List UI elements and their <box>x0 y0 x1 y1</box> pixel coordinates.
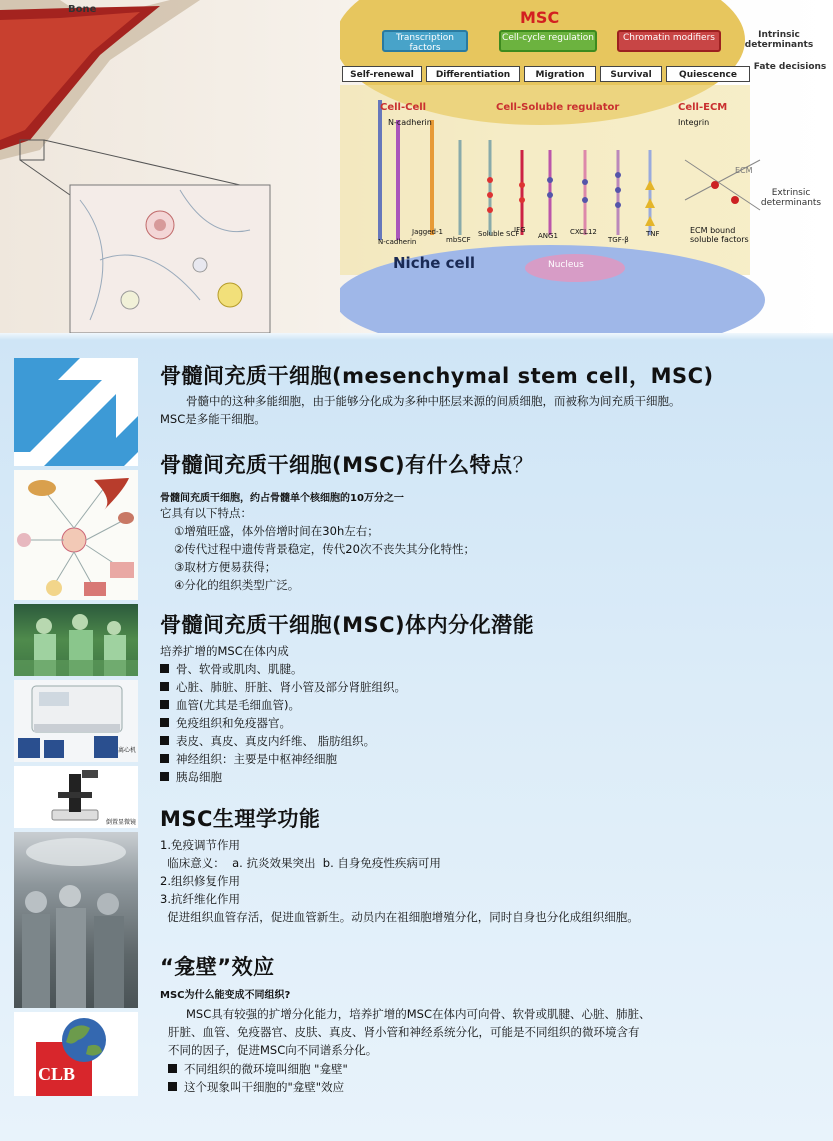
msc-title: MSC <box>520 8 560 27</box>
differentiation-item-text: 骨、软骨或肌肉、肌腱。 <box>176 662 303 676</box>
globe-icon <box>14 1012 138 1096</box>
bullet-square-icon <box>160 682 169 691</box>
feature-item-1: ①增殖旺盛，体外倍增时间在30h左右； <box>174 524 379 538</box>
bullet-square-icon <box>160 664 169 673</box>
differentiation-item-3 <box>160 697 300 713</box>
function-line-5: 促进组织血管存活，促进血管新生。动员内在祖细胞增殖分化，同时自身也分化成组织细胞。 <box>160 910 639 924</box>
bullet-square-icon <box>160 700 169 709</box>
differentiation-item-6 <box>160 751 337 767</box>
intrinsic-box-3: Chromatin modifiers <box>617 30 721 52</box>
bullet-square-icon <box>160 718 169 727</box>
feature-item-2: ②传代过程中遗传背景稳定，传代20次不丧失其分化特性； <box>174 542 475 556</box>
microscope-photo <box>14 766 138 828</box>
bottom-label-9: TNF <box>646 230 660 238</box>
bullet-square-icon <box>168 1064 177 1073</box>
fate-self-renewal: Self-renewal <box>342 66 422 82</box>
section-5-para-1: MSC具有较强的扩增分化能力，培养扩增的MSC在体内可向骨、软骨或肌腱、心脏、肺脏、 <box>186 1007 651 1021</box>
cell-differentiation-diagram <box>14 470 138 600</box>
bottom-label-5: IFG <box>514 226 526 234</box>
cell-ecm-label: Cell-ECM <box>678 102 728 113</box>
section-5-para-3: 不同的因子，促进MSC向不同谱系分化。 <box>168 1043 378 1057</box>
section-2-question-mark: ？ <box>512 453 535 477</box>
intrinsic-box-2: Cell-cycle regulation <box>499 30 597 52</box>
function-line-1: 1.免疫调节作用 <box>160 838 240 852</box>
bottom-label-1: N-cadherin <box>378 238 417 246</box>
section-5-title: “龛壁”效应 <box>160 955 275 979</box>
function-line-3: 2.组织修复作用 <box>160 874 240 888</box>
fate-label: Fate decisions <box>753 62 827 72</box>
surgeons-illustration <box>14 604 138 676</box>
differentiation-item-2 <box>160 679 406 695</box>
section-2-lead: 骨髓间充质干细胞，约占骨髓单个核细胞的10万分之一 <box>160 493 404 504</box>
medical-team-illustration <box>14 832 138 1008</box>
fate-quiescence: Quiescence <box>666 66 750 82</box>
feature-item-4: ④分化的组织类型广泛。 <box>174 578 300 592</box>
bottom-label-3: mbSCF <box>446 236 471 244</box>
niche-bullet-text: 这个现象叫干细胞的"龛壁"效应 <box>184 1080 345 1094</box>
niche-bullet-2 <box>168 1079 344 1095</box>
section-1-paragraph: 骨髓中的这种多能细胞，由于能够分化成为多种中胚层来源的间质细胞，而被称为间充质干细胞。 <box>186 394 681 408</box>
bone-label: Bone <box>68 4 97 15</box>
section-5-question: MSC为什么能变成不同组织? <box>160 990 291 1001</box>
lab-team-photo <box>14 832 138 1008</box>
centrifuge-photo <box>14 680 138 762</box>
microscope-caption: 倒置显微镜 <box>105 819 136 826</box>
niche-bullet-text: 不同组织的微环境叫细胞 "龛壁" <box>184 1062 348 1076</box>
cell-differentiation-image <box>14 470 138 600</box>
surgery-photo <box>14 604 138 676</box>
differentiation-item-text: 心脏、肺脏、肝脏、肾小管及部分肾脏组织。 <box>176 680 406 694</box>
cell-soluble-label: Cell-Soluble regulator <box>496 102 620 113</box>
feature-item-3: ③取材方便易获得； <box>174 560 277 574</box>
differentiation-item-text: 表皮、真皮、真皮内纤维、 脂肪组织。 <box>176 734 376 748</box>
nucleus-label: Nucleus <box>548 260 584 270</box>
section-1-paragraph-2: MSC是多能干细胞。 <box>160 412 266 426</box>
differentiation-item-5 <box>160 733 375 749</box>
differentiation-item-4 <box>160 715 291 731</box>
bullet-square-icon <box>160 754 169 763</box>
diagonal-arrow-icon <box>14 358 138 466</box>
centrifuge-caption: 离心机 <box>117 747 136 754</box>
bullet-square-icon <box>168 1082 177 1091</box>
function-line-2: 临床意义： a. 抗炎效果突出 b. 自身免疫性疾病可用 <box>160 856 441 870</box>
ecm-label: ECM <box>735 166 753 175</box>
bullet-square-icon <box>160 772 169 781</box>
section-2-title <box>160 449 534 479</box>
bottom-label-2: Jagged-1 <box>412 228 443 236</box>
bottom-label-6: ANG1 <box>538 232 558 240</box>
differentiation-item-1 <box>160 661 303 677</box>
ncadherin-top-label: N-cadherin <box>388 118 432 127</box>
intrinsic-label: Intrinsic determinants <box>744 30 814 50</box>
extrinsic-label: Extrinsic determinants <box>760 188 822 208</box>
clb-logo-text: CLB <box>38 1064 76 1084</box>
fate-migration: Migration <box>524 66 596 82</box>
clb-logo-block <box>14 1012 138 1096</box>
niche-bullet-1 <box>168 1061 348 1077</box>
section-3-lead: 培养扩增的MSC在体内成 <box>160 644 289 658</box>
function-line-4: 3.抗纤维化作用 <box>160 892 240 906</box>
section-5-para-2: 肝脏、血管、免疫器官、皮肤、真皮、肾小管和神经系统分化，可能是不同组织的微环境含有 <box>168 1025 640 1039</box>
integrin-label: Integrin <box>678 118 710 127</box>
fate-differentiation: Differentiation <box>426 66 520 82</box>
cell-cell-label: Cell-Cell <box>380 102 427 113</box>
arrow-logo-block <box>14 358 138 466</box>
section-2-sub: 它具有以下特点： <box>160 506 252 520</box>
section-3-title: 骨髓间充质干细胞(MSC)体内分化潜能 <box>160 613 535 637</box>
section-2-title-text: 骨髓间充质干细胞(MSC)有什么特点 <box>160 453 513 477</box>
ecm-bound-label: ECM bound soluble factors <box>690 226 749 244</box>
intrinsic-box-1: Transcription factors <box>382 30 468 52</box>
bullet-square-icon <box>160 736 169 745</box>
differentiation-item-text: 神经组织：主要是中枢神经细胞 <box>176 752 337 766</box>
section-4-title: MSC生理学功能 <box>160 807 321 831</box>
differentiation-item-text: 胰岛细胞 <box>176 770 222 784</box>
section-1-title: 骨髓间充质干细胞(mesenchymal stem cell，MSC) <box>160 364 714 388</box>
differentiation-item-text: 免疫组织和免疫器官。 <box>176 716 291 730</box>
bottom-label-8: TGF-β <box>608 236 629 244</box>
differentiation-item-text: 血管(尤其是毛细血管)。 <box>176 698 300 712</box>
hero-figure <box>0 0 833 333</box>
fate-survival: Survival <box>600 66 662 82</box>
differentiation-item-7 <box>160 769 222 785</box>
bone-illustration <box>0 0 300 333</box>
niche-cell-label: Niche cell <box>393 254 476 272</box>
bottom-label-7: CXCL12 <box>570 228 597 236</box>
bottom-label-4: Soluble SCF <box>478 230 520 238</box>
